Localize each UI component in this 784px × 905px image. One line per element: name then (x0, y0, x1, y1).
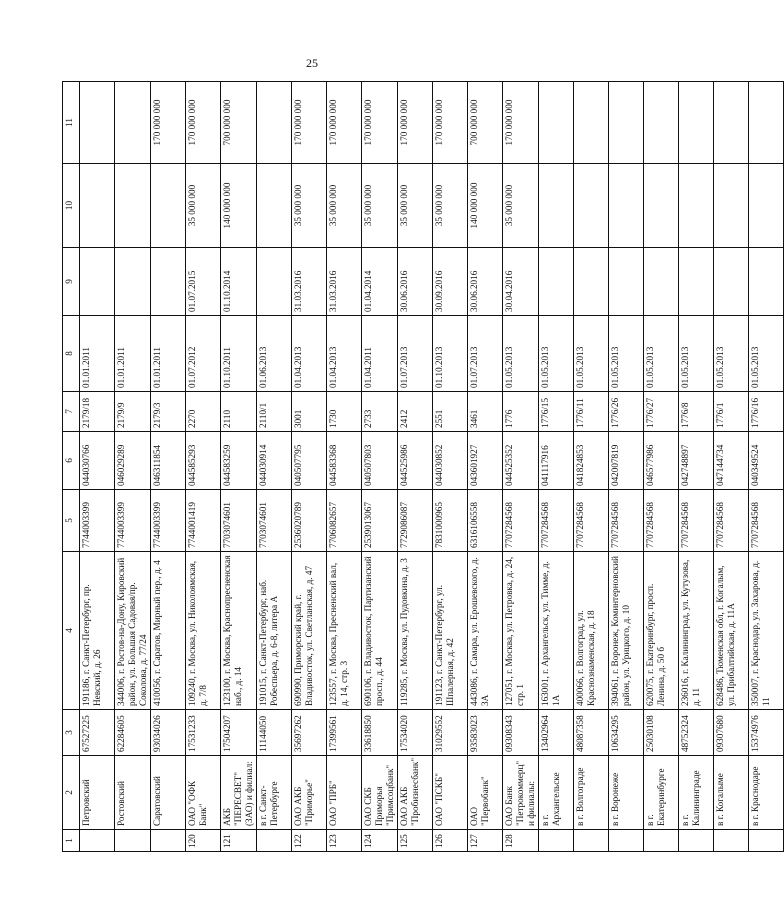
table-cell-col-3: 09308343 (503, 710, 539, 756)
table-cell-col-2: ОАО "ОФК Банк" (186, 756, 221, 830)
table-cell-col-7: 1730 (327, 392, 362, 432)
table-cell-col-6: 044525352 (503, 432, 539, 490)
table-cell-col-1: 127 (468, 830, 503, 852)
table-cell-col-6: 043601927 (468, 432, 503, 490)
table-cell-col-8: 01.06.2013 (257, 316, 292, 392)
table-cell-col-8: 01.05.2013 (539, 316, 574, 392)
table-cell-col-1: 128 (503, 830, 539, 852)
table-cell-col-1 (679, 830, 714, 852)
table-cell-col-6: 044583259 (221, 432, 257, 490)
table-cell-col-7: 1776/1 (714, 392, 749, 432)
table-cell-col-6: 044030766 (80, 432, 115, 490)
bank-registry-table (62, 81, 784, 852)
table-cell-col-2: в г. Архангельске (539, 756, 574, 830)
table-cell-col-1: 123 (327, 830, 362, 852)
table-cell-col-6: 046311854 (151, 432, 186, 490)
table-cell-col-2: ОАО "Первобанк" (468, 756, 503, 830)
table-row (644, 82, 679, 852)
table-cell-col-3: 93034026 (151, 710, 186, 756)
table-cell-col-8: 01.05.2013 (749, 316, 784, 392)
table-cell-col-4: 394061, г. Воронеж, Коминтерновский район, ул. Урицкого, д. 10 (609, 552, 644, 710)
column-header-11: 11 (63, 82, 80, 164)
table-cell-col-1 (80, 830, 115, 852)
table-cell-col-8: 01.10.2011 (221, 316, 257, 392)
table-cell-col-11 (574, 82, 609, 164)
table-row (749, 82, 784, 852)
table-cell-col-3: 35697262 (292, 710, 327, 756)
table-cell-col-10 (574, 164, 609, 248)
table-cell-col-9 (749, 248, 784, 316)
table-cell-col-9 (539, 248, 574, 316)
table-cell-col-7: 2179/18 (80, 392, 115, 432)
table-cell-col-11 (539, 82, 574, 164)
table-cell-col-8: 01.07.2012 (186, 316, 221, 392)
table-cell-col-4: 350007, г. Краснодар, ул. Захарова, д. 11 (749, 552, 784, 710)
table-cell-col-4: 690106, г. Владивосток, Партизанский просп., д. 44 (362, 552, 398, 710)
column-header-7: 7 (63, 392, 80, 432)
table-cell-col-9: 30.09.2016 (433, 248, 468, 316)
table-cell-col-3: 10634295 (609, 710, 644, 756)
table-cell-col-1 (539, 830, 574, 852)
table-cell-col-9: 30.06.2016 (398, 248, 433, 316)
table-cell-col-7: 2551 (433, 392, 468, 432)
table-cell-col-10 (609, 164, 644, 248)
table-cell-col-1: 126 (433, 830, 468, 852)
table-cell-col-9 (644, 248, 679, 316)
table-cell-col-6: 044585293 (186, 432, 221, 490)
table-row (151, 82, 186, 852)
table-cell-col-11 (644, 82, 679, 164)
table-cell-col-11 (80, 82, 115, 164)
table-cell-col-6: 044030914 (257, 432, 292, 490)
table-cell-col-5: 7744003399 (80, 490, 115, 552)
table-cell-col-5: 7744003399 (151, 490, 186, 552)
table-cell-col-11 (257, 82, 292, 164)
column-header-6: 6 (63, 432, 80, 490)
table-row (433, 82, 468, 852)
column-header-3: 3 (63, 710, 80, 756)
table-cell-col-4: 127051, г. Москва, ул. Петровка, д. 24, стр. 1 (503, 552, 539, 710)
table-cell-col-5: 7703074601 (221, 490, 257, 552)
table-cell-col-2: в г. Санкт-Петербурге (257, 756, 292, 830)
table-cell-col-5: 7729086087 (398, 490, 433, 552)
column-header-5: 5 (63, 490, 80, 552)
table-cell-col-6: 042007819 (609, 432, 644, 490)
table-cell-col-2: ОАО АКБ "Пробизнесбанк" (398, 756, 433, 830)
table-cell-col-5: 7707284568 (679, 490, 714, 552)
table-cell-col-9: 31.03.2016 (327, 248, 362, 316)
table-cell-col-11: 170 000 000 (398, 82, 433, 164)
table-cell-col-3: 48087358 (574, 710, 609, 756)
table-cell-col-6: 044583368 (327, 432, 362, 490)
document-scan (62, 82, 771, 852)
table-cell-col-11: 170 000 000 (433, 82, 468, 164)
table-cell-col-1: 120 (186, 830, 221, 852)
table-cell-col-5: 7703074601 (257, 490, 292, 552)
column-header-8: 8 (63, 316, 80, 392)
table-cell-col-11: 700 000 000 (468, 82, 503, 164)
table-cell-col-10: 35 000 000 (362, 164, 398, 248)
table-cell-col-3: 17504207 (221, 710, 257, 756)
table-cell-col-10 (539, 164, 574, 248)
table-cell-col-5: 7707284568 (503, 490, 539, 552)
table-cell-col-7: 1776/15 (539, 392, 574, 432)
table-cell-col-10: 35 000 000 (398, 164, 433, 248)
table-cell-col-2: в г. Екатеринбурге (644, 756, 679, 830)
table-cell-col-6: 040349524 (749, 432, 784, 490)
table-row (292, 82, 327, 852)
table-cell-col-4: 123100, г. Москва, Краснопресненская наб., д. 14 (221, 552, 257, 710)
table-cell-col-10: 35 000 000 (327, 164, 362, 248)
table-cell-col-5: 7707284568 (749, 490, 784, 552)
table-cell-col-8: 01.10.2013 (433, 316, 468, 392)
table-cell-col-2: ОАО СКБ Приморья "Примсоцбанк" (362, 756, 398, 830)
table-cell-col-6: 047144734 (714, 432, 749, 490)
column-header-1: 1 (63, 830, 80, 852)
table-cell-col-7: 1776/26 (609, 392, 644, 432)
table-cell-col-9 (151, 248, 186, 316)
table-cell-col-2: ОАО "ПРБ" (327, 756, 362, 830)
table-cell-col-11 (609, 82, 644, 164)
table-cell-col-11 (115, 82, 151, 164)
table-cell-col-4: 191015, г. Санкт-Петербург, наб. Робеспьера, д. 6-8, литера А (257, 552, 292, 710)
table-cell-col-7: 2412 (398, 392, 433, 432)
table-cell-col-3: 31029552 (433, 710, 468, 756)
table-cell-col-9 (115, 248, 151, 316)
table-cell-col-3: 13402964 (539, 710, 574, 756)
table-cell-col-8: 01.07.2013 (468, 316, 503, 392)
table-cell-col-7: 1776/11 (574, 392, 609, 432)
table-row (679, 82, 714, 852)
table-cell-col-4: 620075, г. Екатеринбург, просп. Ленина, д. 50 б (644, 552, 679, 710)
table-cell-col-11: 170 000 000 (503, 82, 539, 164)
table-cell-col-8: 01.07.2013 (398, 316, 433, 392)
table-cell-col-8: 01.05.2013 (714, 316, 749, 392)
table-cell-col-8: 01.04.2011 (362, 316, 398, 392)
table-cell-col-2: Петровский (80, 756, 115, 830)
table-cell-col-3: 15374976 (749, 710, 784, 756)
table-cell-col-10 (644, 164, 679, 248)
table-cell-col-8: 01.01.2011 (80, 316, 115, 392)
table-cell-col-5: 2539013067 (362, 490, 398, 552)
table-cell-col-5: 7707284568 (574, 490, 609, 552)
table-cell-col-9 (609, 248, 644, 316)
table-row (503, 82, 539, 852)
table-cell-col-5: 7744001419 (186, 490, 221, 552)
table-cell-col-11 (749, 82, 784, 164)
table-row (714, 82, 749, 852)
table-cell-col-4: 236016, г. Калининград, ул. Кутузова, д. 11 (679, 552, 714, 710)
table-cell-col-3: 17531233 (186, 710, 221, 756)
table-cell-col-2: ОАО "ПСКБ" (433, 756, 468, 830)
table-cell-col-7: 3461 (468, 392, 503, 432)
table-body (80, 82, 784, 852)
table-row (257, 82, 292, 852)
table-cell-col-6: 040507795 (292, 432, 327, 490)
table-cell-col-8: 01.05.2013 (609, 316, 644, 392)
table-cell-col-8: 01.05.2013 (574, 316, 609, 392)
table-row (362, 82, 398, 852)
table-cell-col-5: 7707284568 (609, 490, 644, 552)
table-cell-col-10: 35 000 000 (186, 164, 221, 248)
table-row (327, 82, 362, 852)
table-cell-col-8: 01.01.2011 (115, 316, 151, 392)
table-cell-col-5: 7707284568 (539, 490, 574, 552)
table-cell-col-7: 2110 (221, 392, 257, 432)
table-cell-col-9: 01.07.2015 (186, 248, 221, 316)
table-cell-col-2: Саратовский (151, 756, 186, 830)
table-cell-col-8: 01.01.2011 (151, 316, 186, 392)
table-cell-col-4: 163001, г. Архангельск, ул. Тимме, д. 1А (539, 552, 574, 710)
table-cell-col-7: 1776/27 (644, 392, 679, 432)
table-cell-col-2: в г. Когалыме (714, 756, 749, 830)
table-cell-col-4: 410056, г. Саратов, Мирный пер., д. 4 (151, 552, 186, 710)
table-cell-col-11: 170 000 000 (327, 82, 362, 164)
table-cell-col-1: 121 (221, 830, 257, 852)
table-cell-col-1 (151, 830, 186, 852)
table-row (80, 82, 115, 852)
table-cell-col-2: ОАО Банк "Петрокоммерц" и филиалы: (503, 756, 539, 830)
table-cell-col-9: 30.06.2016 (468, 248, 503, 316)
table-cell-col-8: 01.04.2013 (327, 316, 362, 392)
table-cell-col-1: 124 (362, 830, 398, 852)
table-cell-col-11 (679, 82, 714, 164)
table-cell-col-9 (574, 248, 609, 316)
table-cell-col-6: 041117916 (539, 432, 574, 490)
table-cell-col-1 (749, 830, 784, 852)
table-cell-col-7: 3001 (292, 392, 327, 432)
table-cell-col-7: 2270 (186, 392, 221, 432)
column-header-4: 4 (63, 552, 80, 710)
table-cell-col-5: 7831000965 (433, 490, 468, 552)
table-cell-col-7: 2110/1 (257, 392, 292, 432)
table-cell-col-11: 170 000 000 (292, 82, 327, 164)
table-cell-col-11: 700 000 000 (221, 82, 257, 164)
table-cell-col-4: 344006, г. Ростов-на-Дону, Кировский район, ул. Большая Садовая/пр. Соколова, д. 77/24 (115, 552, 151, 710)
table-cell-col-1 (644, 830, 679, 852)
table-cell-col-1 (257, 830, 292, 852)
table-cell-col-10: 35 000 000 (503, 164, 539, 248)
table-cell-col-9 (80, 248, 115, 316)
table-cell-col-9: 30.04.2016 (503, 248, 539, 316)
table-cell-col-6: 044525986 (398, 432, 433, 490)
table-cell-col-3: 17399561 (327, 710, 362, 756)
table-cell-col-10: 140 000 000 (221, 164, 257, 248)
table-cell-col-11: 170 000 000 (151, 82, 186, 164)
table-cell-col-3: 11144050 (257, 710, 292, 756)
table-header-row (63, 82, 80, 852)
table-cell-col-2: АКБ "ПЕРЕСВЕТ" (ЗАО) и филиал: (221, 756, 257, 830)
table-cell-col-3: 67527225 (80, 710, 115, 756)
table-cell-col-4: 690990, Приморский край, г. Владивосток, ул. Светланская, д. 47 (292, 552, 327, 710)
table-cell-col-9 (714, 248, 749, 316)
table-cell-col-7: 2733 (362, 392, 398, 432)
column-header-9: 9 (63, 248, 80, 316)
table-cell-col-11: 170 000 000 (362, 82, 398, 164)
table-cell-col-2: в г. Краснодаре (749, 756, 784, 830)
table-cell-col-11: 170 000 000 (186, 82, 221, 164)
rotated-table-wrapper (62, 82, 771, 852)
table-cell-col-1 (609, 830, 644, 852)
table-cell-col-3: 33618850 (362, 710, 398, 756)
table-cell-col-4: 109240, г. Москва, ул. Николоямская, д. 7/8 (186, 552, 221, 710)
table-cell-col-1 (714, 830, 749, 852)
table-cell-col-1 (115, 830, 151, 852)
table-cell-col-8: 01.05.2013 (679, 316, 714, 392)
table-cell-col-2: Ростовский (115, 756, 151, 830)
table-cell-col-6: 040507803 (362, 432, 398, 490)
table-cell-col-10: 140 000 000 (468, 164, 503, 248)
table-cell-col-6: 044030852 (433, 432, 468, 490)
table-row (221, 82, 257, 852)
table-cell-col-10 (151, 164, 186, 248)
table-cell-col-5: 7707284568 (644, 490, 679, 552)
table-cell-col-10 (257, 164, 292, 248)
table-cell-col-7: 1776 (503, 392, 539, 432)
table-cell-col-4: 123557, г. Москва, Пресненский вал, д. 14, стр. 3 (327, 552, 362, 710)
table-cell-col-10 (714, 164, 749, 248)
table-cell-col-1: 122 (292, 830, 327, 852)
table-cell-col-10 (679, 164, 714, 248)
table-cell-col-4: 443086, г. Самара, ул. Ерошевского, д. 3А (468, 552, 503, 710)
table-row (468, 82, 503, 852)
table-cell-col-2: ОАО АКБ "Приморье" (292, 756, 327, 830)
table-cell-col-10 (80, 164, 115, 248)
table-row (115, 82, 151, 852)
table-cell-col-7: 1776/16 (749, 392, 784, 432)
table-cell-col-9: 01.10.2014 (221, 248, 257, 316)
table-cell-col-3: 25030108 (644, 710, 679, 756)
table-cell-col-10 (115, 164, 151, 248)
table-cell-col-9 (679, 248, 714, 316)
table-cell-col-8: 01.04.2013 (292, 316, 327, 392)
table-cell-col-8: 01.05.2013 (503, 316, 539, 392)
table-cell-col-10 (749, 164, 784, 248)
table-cell-col-1 (574, 830, 609, 852)
table-cell-col-10: 35 000 000 (292, 164, 327, 248)
table-cell-col-1: 125 (398, 830, 433, 852)
table-cell-col-3: 62284605 (115, 710, 151, 756)
column-header-2: 2 (63, 756, 80, 830)
table-cell-col-5: 7744003399 (115, 490, 151, 552)
table-cell-col-4: 628486, Тюменская обл, г. Когалым, ул. Прибалтийская, д. 11А (714, 552, 749, 710)
table-cell-col-6: 046029289 (115, 432, 151, 490)
table-row (574, 82, 609, 852)
table-row (186, 82, 221, 852)
table-cell-col-7: 1776/8 (679, 392, 714, 432)
page-number: 25 (306, 56, 318, 70)
table-cell-col-5: 7707284568 (714, 490, 749, 552)
table-cell-col-9: 31.03.2016 (292, 248, 327, 316)
table-row (539, 82, 574, 852)
table-cell-col-3: 93583023 (468, 710, 503, 756)
table-cell-col-6: 046577986 (644, 432, 679, 490)
table-cell-col-5: 2536020789 (292, 490, 327, 552)
table-cell-col-9 (257, 248, 292, 316)
table-cell-col-5: 7706082657 (327, 490, 362, 552)
table-row (609, 82, 644, 852)
table-cell-col-5: 6316106558 (468, 490, 503, 552)
table-cell-col-2: в г. Воронеже (609, 756, 644, 830)
table-cell-col-4: 119285, г. Москва, ул. Пудовкина, д. 3 (398, 552, 433, 710)
table-row (398, 82, 433, 852)
table-cell-col-10: 35 000 000 (433, 164, 468, 248)
table-cell-col-8: 01.05.2013 (644, 316, 679, 392)
table-cell-col-3: 09307680 (714, 710, 749, 756)
table-cell-col-9: 01.04.2014 (362, 248, 398, 316)
table-cell-col-2: в г. Калининграде (679, 756, 714, 830)
table-cell-col-11 (714, 82, 749, 164)
table-cell-col-7: 2179/9 (115, 392, 151, 432)
table-cell-col-7: 2179/3 (151, 392, 186, 432)
table-cell-col-3: 17534020 (398, 710, 433, 756)
table-cell-col-4: 400066, г. Волгоград, ул. Краснознаменская, д. 18 (574, 552, 609, 710)
table-cell-col-2: в г. Волгограде (574, 756, 609, 830)
column-header-10: 10 (63, 164, 80, 248)
table-cell-col-3: 48752324 (679, 710, 714, 756)
table-cell-col-6: 042748897 (679, 432, 714, 490)
table-cell-col-4: 191123, г. Санкт-Петербург, ул. Шпалерная, д. 42 (433, 552, 468, 710)
table-cell-col-4: 191186, г. Санкт-Петербург, пр. Невский, д. 26 (80, 552, 115, 710)
table-cell-col-6: 041824853 (574, 432, 609, 490)
